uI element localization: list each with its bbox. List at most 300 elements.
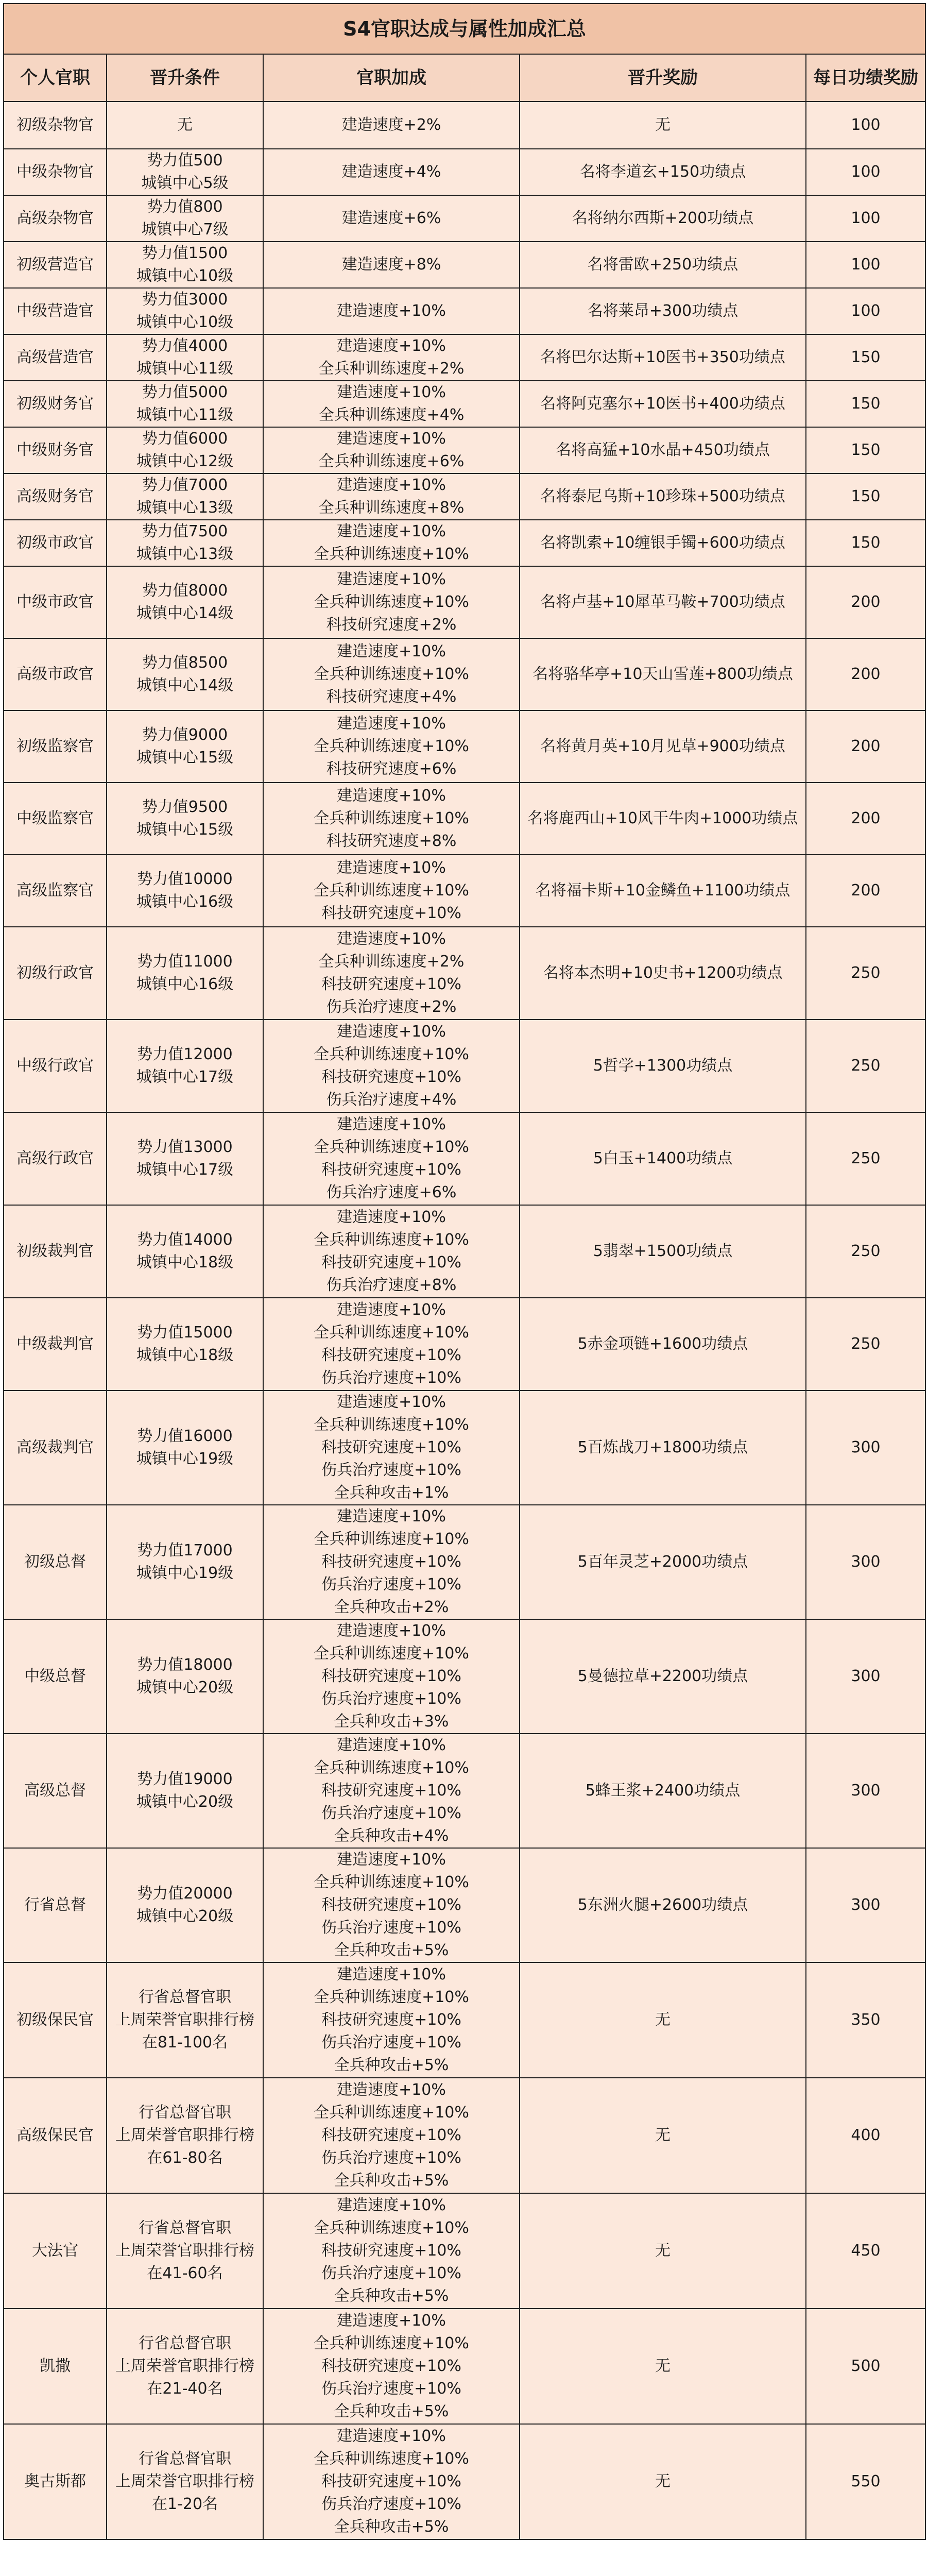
- reward-cell: 5翡翠+1500功绩点: [520, 1205, 806, 1298]
- bonus-line: 伤兵治疗速度+6%: [326, 1183, 457, 1201]
- condition-line: 势力值9500: [142, 798, 228, 816]
- condition-line: 势力值13000: [137, 1138, 233, 1156]
- rank-title-cell: 高级保民官: [4, 2078, 107, 2193]
- table-row: [4, 473, 925, 520]
- table-row: [4, 1962, 925, 2078]
- condition-line: 城镇中心16级: [136, 975, 234, 993]
- bonus-cell: [263, 195, 520, 242]
- bonus-line: 科技研究速度+10%: [321, 2357, 461, 2375]
- condition-line: 势力值9000: [142, 726, 228, 744]
- bonus-line: 建造速度+8%: [341, 256, 441, 274]
- table-row: [4, 1391, 925, 1505]
- bonus-cell: [263, 2078, 520, 2193]
- rank-title-cell: 初级裁判官: [4, 1205, 107, 1298]
- table-row: [4, 1734, 925, 1848]
- condition-line: 城镇中心16级: [136, 893, 234, 911]
- table-row: [4, 2193, 925, 2309]
- bonus-line: 科技研究速度+10%: [321, 2242, 461, 2260]
- table-row: [4, 1619, 925, 1734]
- rank-title-cell: 高级市政官: [4, 638, 107, 710]
- condition-cell: [107, 855, 263, 927]
- daily-merit-cell: 150: [806, 473, 925, 520]
- condition-cell: [107, 288, 263, 334]
- bonus-line: 全兵种训练速度+10%: [314, 737, 469, 755]
- rank-bonus-table: [3, 3, 926, 2540]
- table-row: [4, 288, 925, 334]
- bonus-line: 科技研究速度+6%: [326, 760, 457, 778]
- daily-merit-cell: 150: [806, 381, 925, 427]
- bonus-line: 建造速度+10%: [337, 642, 446, 660]
- bonus-line: 全兵种攻击+2%: [334, 1598, 449, 1616]
- header-title: 个人官职: [4, 54, 107, 101]
- bonus-line: 全兵种训练速度+10%: [314, 1873, 469, 1891]
- condition-line: 在61-80名: [147, 2149, 223, 2167]
- bonus-line: 建造速度+4%: [341, 163, 441, 181]
- bonus-line: 建造速度+10%: [337, 522, 446, 540]
- condition-cell: [107, 381, 263, 427]
- bonus-line: 全兵种攻击+5%: [334, 1941, 449, 1959]
- header-daily: 每日功绩奖励: [806, 54, 925, 101]
- rank-title-cell: 高级裁判官: [4, 1391, 107, 1505]
- rank-title-cell: 初级杂物官: [4, 101, 107, 149]
- condition-cell: [107, 2309, 263, 2424]
- bonus-cell: [263, 927, 520, 1020]
- bonus-line: 全兵种训练速度+10%: [314, 1231, 469, 1249]
- bonus-line: 建造速度+10%: [337, 337, 446, 355]
- title-row: [4, 4, 925, 54]
- condition-cell: [107, 195, 263, 242]
- condition-line: 势力值5000: [142, 383, 228, 401]
- bonus-line: 全兵种训练速度+10%: [314, 1324, 469, 1342]
- bonus-cell: [263, 1619, 520, 1734]
- bonus-line: 全兵种训练速度+10%: [314, 1416, 469, 1434]
- condition-cell: [107, 1734, 263, 1848]
- bonus-line: 全兵种训练速度+10%: [314, 545, 469, 563]
- condition-line: 势力值1500: [142, 244, 228, 262]
- bonus-cell: [263, 381, 520, 427]
- table-row: [4, 1020, 925, 1112]
- condition-line: 势力值7500: [142, 522, 228, 540]
- bonus-line: 全兵种训练速度+10%: [314, 1138, 469, 1156]
- daily-merit-cell: 150: [806, 334, 925, 381]
- condition-line: 势力值500: [147, 151, 223, 170]
- bonus-line: 全兵种训练速度+10%: [314, 2104, 469, 2122]
- bonus-line: 伤兵治疗速度+2%: [326, 998, 457, 1016]
- condition-cell: [107, 101, 263, 149]
- condition-cell: [107, 927, 263, 1020]
- rank-title-cell: 高级总督: [4, 1734, 107, 1848]
- bonus-cell: [263, 427, 520, 473]
- condition-line: 城镇中心20级: [136, 1907, 234, 1925]
- reward-cell: 5东洲火腿+2600功绩点: [520, 1848, 806, 1962]
- table-row: [4, 1112, 925, 1205]
- reward-cell: 名将莱昂+300功绩点: [520, 288, 806, 334]
- condition-line: 无: [177, 116, 193, 134]
- table-row: [4, 1298, 925, 1391]
- bonus-line: 建造速度+10%: [337, 2312, 446, 2330]
- rank-title-cell: 初级市政官: [4, 520, 107, 566]
- table-row: [4, 638, 925, 710]
- condition-line: 行省总督官职: [139, 2334, 231, 2352]
- daily-merit-cell: 500: [806, 2309, 925, 2424]
- rank-title-cell: 高级监察官: [4, 855, 107, 927]
- bonus-line: 建造速度+2%: [341, 116, 441, 134]
- condition-line: 在41-60名: [147, 2264, 223, 2282]
- bonus-line: 科技研究速度+10%: [321, 904, 461, 922]
- reward-cell: 名将鹿西山+10风干牛肉+1000功绩点: [520, 783, 806, 855]
- bonus-cell: [263, 2309, 520, 2424]
- bonus-line: 科技研究速度+10%: [321, 2126, 461, 2144]
- bonus-line: 全兵种攻击+4%: [334, 1827, 449, 1845]
- condition-cell: [107, 1848, 263, 1962]
- bonus-line: 建造速度+10%: [337, 2427, 446, 2445]
- bonus-line: 全兵种训练速度+10%: [314, 2219, 469, 2237]
- condition-cell: [107, 1619, 263, 1734]
- daily-merit-cell: 300: [806, 1391, 925, 1505]
- condition-line: 势力值4000: [142, 337, 228, 355]
- condition-line: 在1-20名: [151, 2495, 218, 2513]
- condition-line: 势力值17000: [137, 1541, 233, 1560]
- condition-cell: [107, 783, 263, 855]
- reward-cell: 名将本杰明+10史书+1200功绩点: [520, 927, 806, 1020]
- bonus-cell: [263, 288, 520, 334]
- reward-cell: 无: [520, 2309, 806, 2424]
- rank-title-cell: 中级裁判官: [4, 1298, 107, 1391]
- bonus-line: 建造速度+10%: [337, 1622, 446, 1640]
- bonus-line: 伤兵治疗速度+10%: [321, 2380, 461, 2398]
- bonus-line: 建造速度+10%: [337, 1208, 446, 1226]
- reward-cell: 名将凯索+10缠银手镯+600功绩点: [520, 520, 806, 566]
- daily-merit-cell: 300: [806, 1505, 925, 1619]
- condition-line: 行省总督官职: [139, 2219, 231, 2237]
- table-row: [4, 520, 925, 566]
- condition-line: 行省总督官职: [139, 2450, 231, 2468]
- bonus-line: 伤兵治疗速度+10%: [321, 1804, 461, 1822]
- condition-line: 城镇中心15级: [136, 749, 234, 767]
- bonus-line: 科技研究速度+10%: [321, 1438, 461, 1456]
- condition-cell: [107, 2424, 263, 2539]
- bonus-line: 全兵种训练速度+10%: [314, 593, 469, 611]
- condition-line: 在81-100名: [142, 2033, 228, 2052]
- condition-line: 城镇中心13级: [136, 499, 234, 517]
- table-row: [4, 334, 925, 381]
- condition-cell: [107, 1505, 263, 1619]
- bonus-line: 伤兵治疗速度+10%: [321, 2149, 461, 2167]
- reward-cell: 名将阿克塞尔+10医书+400功绩点: [520, 381, 806, 427]
- reward-cell: 无: [520, 2078, 806, 2193]
- header-row: [4, 54, 925, 101]
- condition-line: 城镇中心10级: [136, 267, 234, 285]
- condition-line: 势力值18000: [137, 1656, 233, 1674]
- condition-line: 上周荣誉官职排行榜: [115, 2011, 254, 2029]
- condition-cell: [107, 2078, 263, 2193]
- bonus-line: 全兵种攻击+3%: [334, 1713, 449, 1731]
- bonus-cell: [263, 566, 520, 638]
- daily-merit-cell: 100: [806, 195, 925, 242]
- condition-line: 势力值16000: [137, 1427, 233, 1445]
- rank-title-cell: 中级总督: [4, 1619, 107, 1734]
- bonus-cell: [263, 1112, 520, 1205]
- condition-cell: [107, 710, 263, 783]
- table-row: [4, 381, 925, 427]
- bonus-cell: [263, 149, 520, 195]
- bonus-line: 全兵种攻击+5%: [334, 2402, 449, 2420]
- condition-line: 城镇中心11级: [136, 406, 234, 424]
- bonus-line: 伤兵治疗速度+10%: [321, 2264, 461, 2282]
- condition-cell: [107, 566, 263, 638]
- bonus-line: 全兵种训练速度+10%: [314, 1645, 469, 1663]
- bonus-line: 建造速度+10%: [337, 2196, 446, 2214]
- bonus-line: 科技研究速度+10%: [321, 1346, 461, 1364]
- reward-cell: 名将纳尔西斯+200功绩点: [520, 195, 806, 242]
- bonus-cell: [263, 710, 520, 783]
- reward-cell: 5白玉+1400功绩点: [520, 1112, 806, 1205]
- bonus-cell: [263, 1205, 520, 1298]
- bonus-line: 建造速度+10%: [337, 570, 446, 588]
- condition-line: 城镇中心10级: [136, 313, 234, 331]
- reward-cell: 名将卢基+10犀革马鞍+700功绩点: [520, 566, 806, 638]
- condition-line: 城镇中心19级: [136, 1450, 234, 1468]
- condition-line: 势力值20000: [137, 1885, 233, 1903]
- condition-cell: [107, 334, 263, 381]
- bonus-line: 伤兵治疗速度+10%: [321, 1575, 461, 1594]
- bonus-line: 科技研究速度+4%: [326, 688, 457, 706]
- header-reward: 晋升奖励: [520, 54, 806, 101]
- bonus-line: 建造速度+10%: [337, 859, 446, 877]
- table-row: [4, 2078, 925, 2193]
- bonus-cell: [263, 783, 520, 855]
- bonus-line: 全兵种攻击+5%: [334, 2518, 449, 2536]
- bonus-line: 建造速度+10%: [337, 302, 446, 320]
- bonus-line: 伤兵治疗速度+4%: [326, 1091, 457, 1109]
- bonus-line: 全兵种训练速度+10%: [314, 882, 469, 900]
- condition-cell: [107, 1205, 263, 1298]
- bonus-line: 全兵种训练速度+10%: [314, 2334, 469, 2352]
- rank-title-cell: 高级财务官: [4, 473, 107, 520]
- daily-merit-cell: 250: [806, 1112, 925, 1205]
- daily-merit-cell: 250: [806, 927, 925, 1020]
- bonus-line: 全兵种攻击+1%: [334, 1484, 449, 1502]
- bonus-line: 全兵种训练速度+8%: [318, 499, 465, 517]
- bonus-line: 建造速度+10%: [337, 476, 446, 494]
- condition-line: 上周荣誉官职排行榜: [115, 2242, 254, 2260]
- bonus-line: 建造速度+6%: [341, 209, 441, 227]
- bonus-line: 科技研究速度+10%: [321, 2011, 461, 2029]
- bonus-line: 科技研究速度+8%: [326, 832, 457, 850]
- condition-line: 城镇中心20级: [136, 1679, 234, 1697]
- bonus-line: 科技研究速度+10%: [321, 1253, 461, 1272]
- condition-cell: [107, 1298, 263, 1391]
- bonus-line: 全兵种训练速度+10%: [314, 1988, 469, 2006]
- rank-title-cell: 中级行政官: [4, 1020, 107, 1112]
- bonus-line: 科技研究速度+10%: [321, 1896, 461, 1914]
- table-row: [4, 710, 925, 783]
- bonus-line: 全兵种训练速度+10%: [314, 1759, 469, 1777]
- daily-merit-cell: 100: [806, 242, 925, 288]
- reward-cell: 5赤金项链+1600功绩点: [520, 1298, 806, 1391]
- condition-line: 势力值8000: [142, 582, 228, 600]
- rank-title-cell: 初级保民官: [4, 1962, 107, 2078]
- daily-merit-cell: 300: [806, 1848, 925, 1962]
- condition-line: 城镇中心14级: [136, 604, 234, 622]
- bonus-line: 全兵种攻击+5%: [334, 2287, 449, 2305]
- bonus-line: 建造速度+10%: [337, 1023, 446, 1041]
- daily-merit-cell: 150: [806, 427, 925, 473]
- bonus-line: 建造速度+10%: [337, 1851, 446, 1869]
- bonus-line: 伤兵治疗速度+10%: [321, 1369, 461, 1387]
- daily-merit-cell: 350: [806, 1962, 925, 2078]
- daily-merit-cell: 100: [806, 101, 925, 149]
- condition-line: 势力值3000: [142, 291, 228, 309]
- table-row: [4, 1205, 925, 1298]
- table-row: [4, 783, 925, 855]
- bonus-line: 全兵种训练速度+2%: [318, 953, 465, 971]
- table-row: [4, 1505, 925, 1619]
- table-row: [4, 101, 925, 149]
- condition-cell: [107, 638, 263, 710]
- bonus-cell: [263, 638, 520, 710]
- reward-cell: 名将高猛+10水晶+450功绩点: [520, 427, 806, 473]
- bonus-line: 科技研究速度+10%: [321, 975, 461, 993]
- bonus-line: 建造速度+10%: [337, 1507, 446, 1526]
- bonus-line: 全兵种训练速度+6%: [318, 452, 465, 470]
- condition-cell: [107, 520, 263, 566]
- bonus-line: 全兵种训练速度+10%: [314, 1045, 469, 1063]
- rank-title-cell: 大法官: [4, 2193, 107, 2309]
- reward-cell: 无: [520, 2193, 806, 2309]
- condition-cell: [107, 242, 263, 288]
- bonus-line: 伤兵治疗速度+10%: [321, 1690, 461, 1708]
- bonus-line: 科技研究速度+10%: [321, 2472, 461, 2490]
- reward-cell: 无: [520, 1962, 806, 2078]
- condition-line: 行省总督官职: [139, 1988, 231, 2006]
- bonus-cell: [263, 473, 520, 520]
- bonus-line: 全兵种训练速度+10%: [314, 665, 469, 683]
- reward-cell: 名将雷欧+250功绩点: [520, 242, 806, 288]
- rank-title-cell: 中级监察官: [4, 783, 107, 855]
- bonus-line: 伤兵治疗速度+10%: [321, 2033, 461, 2052]
- condition-line: 城镇中心17级: [136, 1161, 234, 1179]
- condition-line: 上周荣誉官职排行榜: [115, 2357, 254, 2375]
- condition-line: 势力值19000: [137, 1770, 233, 1788]
- bonus-cell: [263, 855, 520, 927]
- reward-cell: 无: [520, 2424, 806, 2539]
- table-row: [4, 427, 925, 473]
- daily-merit-cell: 200: [806, 566, 925, 638]
- bonus-line: 建造速度+10%: [337, 715, 446, 733]
- condition-cell: [107, 1391, 263, 1505]
- bonus-line: 全兵种训练速度+10%: [314, 1530, 469, 1548]
- bonus-cell: [263, 1505, 520, 1619]
- condition-line: 势力值7000: [142, 476, 228, 494]
- bonus-cell: [263, 1020, 520, 1112]
- bonus-line: 伤兵治疗速度+10%: [321, 1461, 461, 1479]
- table-title: S4官职达成与属性加成汇总: [4, 4, 925, 54]
- bonus-line: 科技研究速度+10%: [321, 1161, 461, 1179]
- rank-title-cell: 中级财务官: [4, 427, 107, 473]
- rank-title-cell: 奥古斯都: [4, 2424, 107, 2539]
- condition-line: 城镇中心18级: [136, 1346, 234, 1364]
- condition-line: 在21-40名: [147, 2380, 223, 2398]
- table-row: [4, 927, 925, 1020]
- daily-merit-cell: 400: [806, 2078, 925, 2193]
- rank-title-cell: 中级营造官: [4, 288, 107, 334]
- reward-cell: 5哲学+1300功绩点: [520, 1020, 806, 1112]
- rank-title-cell: 中级市政官: [4, 566, 107, 638]
- daily-merit-cell: 200: [806, 710, 925, 783]
- bonus-line: 建造速度+10%: [337, 1736, 446, 1754]
- header-bonus: 官职加成: [263, 54, 520, 101]
- condition-line: 城镇中心14级: [136, 676, 234, 694]
- condition-line: 势力值8500: [142, 654, 228, 672]
- condition-line: 行省总督官职: [139, 2104, 231, 2122]
- bonus-line: 建造速度+10%: [337, 2081, 446, 2099]
- bonus-line: 伤兵治疗速度+10%: [321, 2495, 461, 2513]
- condition-line: 城镇中心5级: [141, 174, 229, 192]
- rank-title-cell: 高级行政官: [4, 1112, 107, 1205]
- reward-cell: 名将李道玄+150功绩点: [520, 149, 806, 195]
- condition-line: 上周荣誉官职排行榜: [115, 2472, 254, 2490]
- bonus-cell: [263, 2424, 520, 2539]
- rank-title-cell: 高级杂物官: [4, 195, 107, 242]
- daily-merit-cell: 550: [806, 2424, 925, 2539]
- bonus-line: 全兵种攻击+5%: [334, 2172, 449, 2190]
- bonus-cell: [263, 2193, 520, 2309]
- bonus-line: 全兵种攻击+5%: [334, 2056, 449, 2074]
- table-row: [4, 149, 925, 195]
- rank-title-cell: 初级财务官: [4, 381, 107, 427]
- bonus-line: 建造速度+10%: [337, 1115, 446, 1133]
- condition-line: 城镇中心20级: [136, 1793, 234, 1811]
- bonus-line: 建造速度+10%: [337, 430, 446, 448]
- bonus-cell: [263, 242, 520, 288]
- table-row: [4, 2424, 925, 2539]
- bonus-cell: [263, 1391, 520, 1505]
- reward-cell: 名将泰尼乌斯+10珍珠+500功绩点: [520, 473, 806, 520]
- condition-line: 城镇中心19级: [136, 1564, 234, 1582]
- condition-line: 城镇中心7级: [141, 221, 229, 239]
- bonus-line: 建造速度+10%: [337, 383, 446, 401]
- table-row: [4, 566, 925, 638]
- rank-title-cell: 初级监察官: [4, 710, 107, 783]
- reward-cell: 名将巴尔达斯+10医书+350功绩点: [520, 334, 806, 381]
- bonus-line: 科技研究速度+2%: [326, 616, 457, 634]
- rank-title-cell: 凯撒: [4, 2309, 107, 2424]
- bonus-line: 建造速度+10%: [337, 930, 446, 948]
- table-row: [4, 195, 925, 242]
- bonus-line: 伤兵治疗速度+10%: [321, 1919, 461, 1937]
- bonus-cell: [263, 101, 520, 149]
- reward-cell: 5蜂王浆+2400功绩点: [520, 1734, 806, 1848]
- reward-cell: 5曼德拉草+2200功绩点: [520, 1619, 806, 1734]
- table-body: [4, 101, 925, 2539]
- bonus-cell: [263, 1298, 520, 1391]
- bonus-line: 伤兵治疗速度+8%: [326, 1276, 457, 1294]
- reward-cell: 5百年灵芝+2000功绩点: [520, 1505, 806, 1619]
- daily-merit-cell: 200: [806, 855, 925, 927]
- condition-line: 势力值800: [147, 198, 223, 216]
- condition-line: 城镇中心11级: [136, 360, 234, 378]
- daily-merit-cell: 450: [806, 2193, 925, 2309]
- condition-line: 城镇中心18级: [136, 1253, 234, 1272]
- condition-cell: [107, 427, 263, 473]
- daily-merit-cell: 150: [806, 520, 925, 566]
- condition-line: 势力值15000: [137, 1324, 233, 1342]
- rank-title-cell: 初级总督: [4, 1505, 107, 1619]
- condition-line: 势力值12000: [137, 1045, 233, 1063]
- condition-line: 城镇中心12级: [136, 452, 234, 470]
- condition-line: 势力值14000: [137, 1231, 233, 1249]
